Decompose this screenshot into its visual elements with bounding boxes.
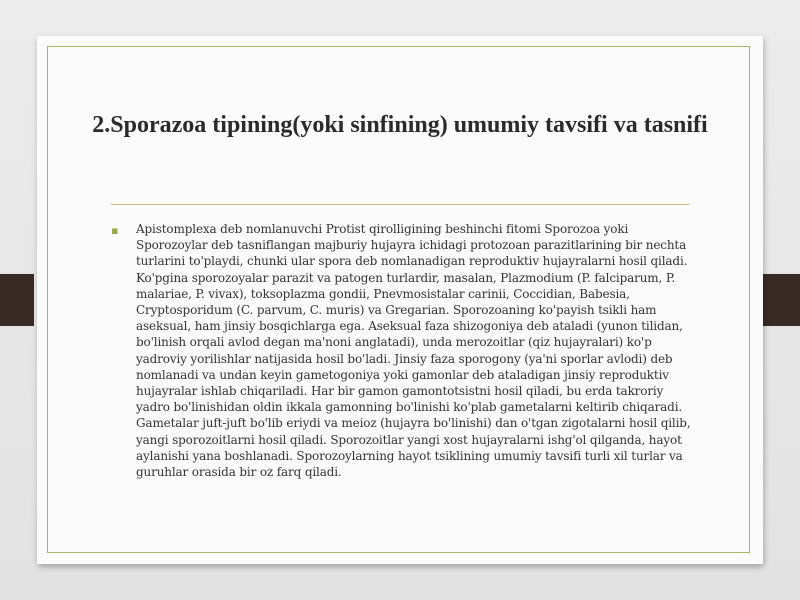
title-divider xyxy=(111,204,689,205)
slide xyxy=(37,36,763,564)
slide-title: 2.Sporazoa tipining(yoki sinfining) umumiy tavsifi va tasnifi xyxy=(92,112,708,138)
left-decorative-tab xyxy=(0,274,34,326)
slide-body-text: Apistomplexa deb nomlanuvchi Protist qirolligining beshinchi fitomi Sporozoa yoki Sporozoylar deb tasniflangan majburiy hujayra ichidagi protozoan parazitlarining bir nechta turlarini to'playdi, chunki ular spora deb nomlanadigan reproduktiv hujayralarni hosil qiladi. Ko'pgina sporozoyalar parazit va patogen turlardir, masalan, Plazmodium (P. falciparum, P. malariae, P. vivax), toksoplazma gondii, Pnevmosistalar carinii, Coccidian, Babesia, Cryptosporidum (C. parvum, C. muris) va Gregarian. Sporozoaning ko'payish tsikli ham aseksual, ham jinsiy bosqichlarga ega. Aseksual faza shizogoniya deb ataladi (yunon tilidan, bo'linish orqali avlod degan ma'noni anglatadi), unda merozoitlar (qiz hujayralari) ko'p yadroviy yorilishlar natijasida hosil bo'ladi. Jinsiy faza sporogony (ya'ni sporlar avlodi) deb nomlanadi va undan keyin gametogoniya yoki gamonlar deb ataladigan jinsiy reproduktiv hujayralar ishlab chiqariladi. Har bir gamon gamontotsistni hosil qiladi, bu erda takroriy yadro bo'linishidan oldin ikkala gamonning bo'linishi ko'plab gametalarni keltirib chiqaradi. Gametalar juft-juft bo'lib eriydi va meioz (hujayra bo'linishi) dan o'tgan zigotalarni hosil qilib, yangi sporozoitlarni hosil qiladi. Sporozoitlar yangi xost hujayralarni ishg'ol qilganda, hayot aylanishi yana boshlanadi. Sporozoylarning hayot tsiklining umumiy tavsifi turli xil turlar va guruhlar orasida bir oz farq qiladi. xyxy=(136,222,691,480)
bullet-marker: ▪ xyxy=(111,224,119,237)
